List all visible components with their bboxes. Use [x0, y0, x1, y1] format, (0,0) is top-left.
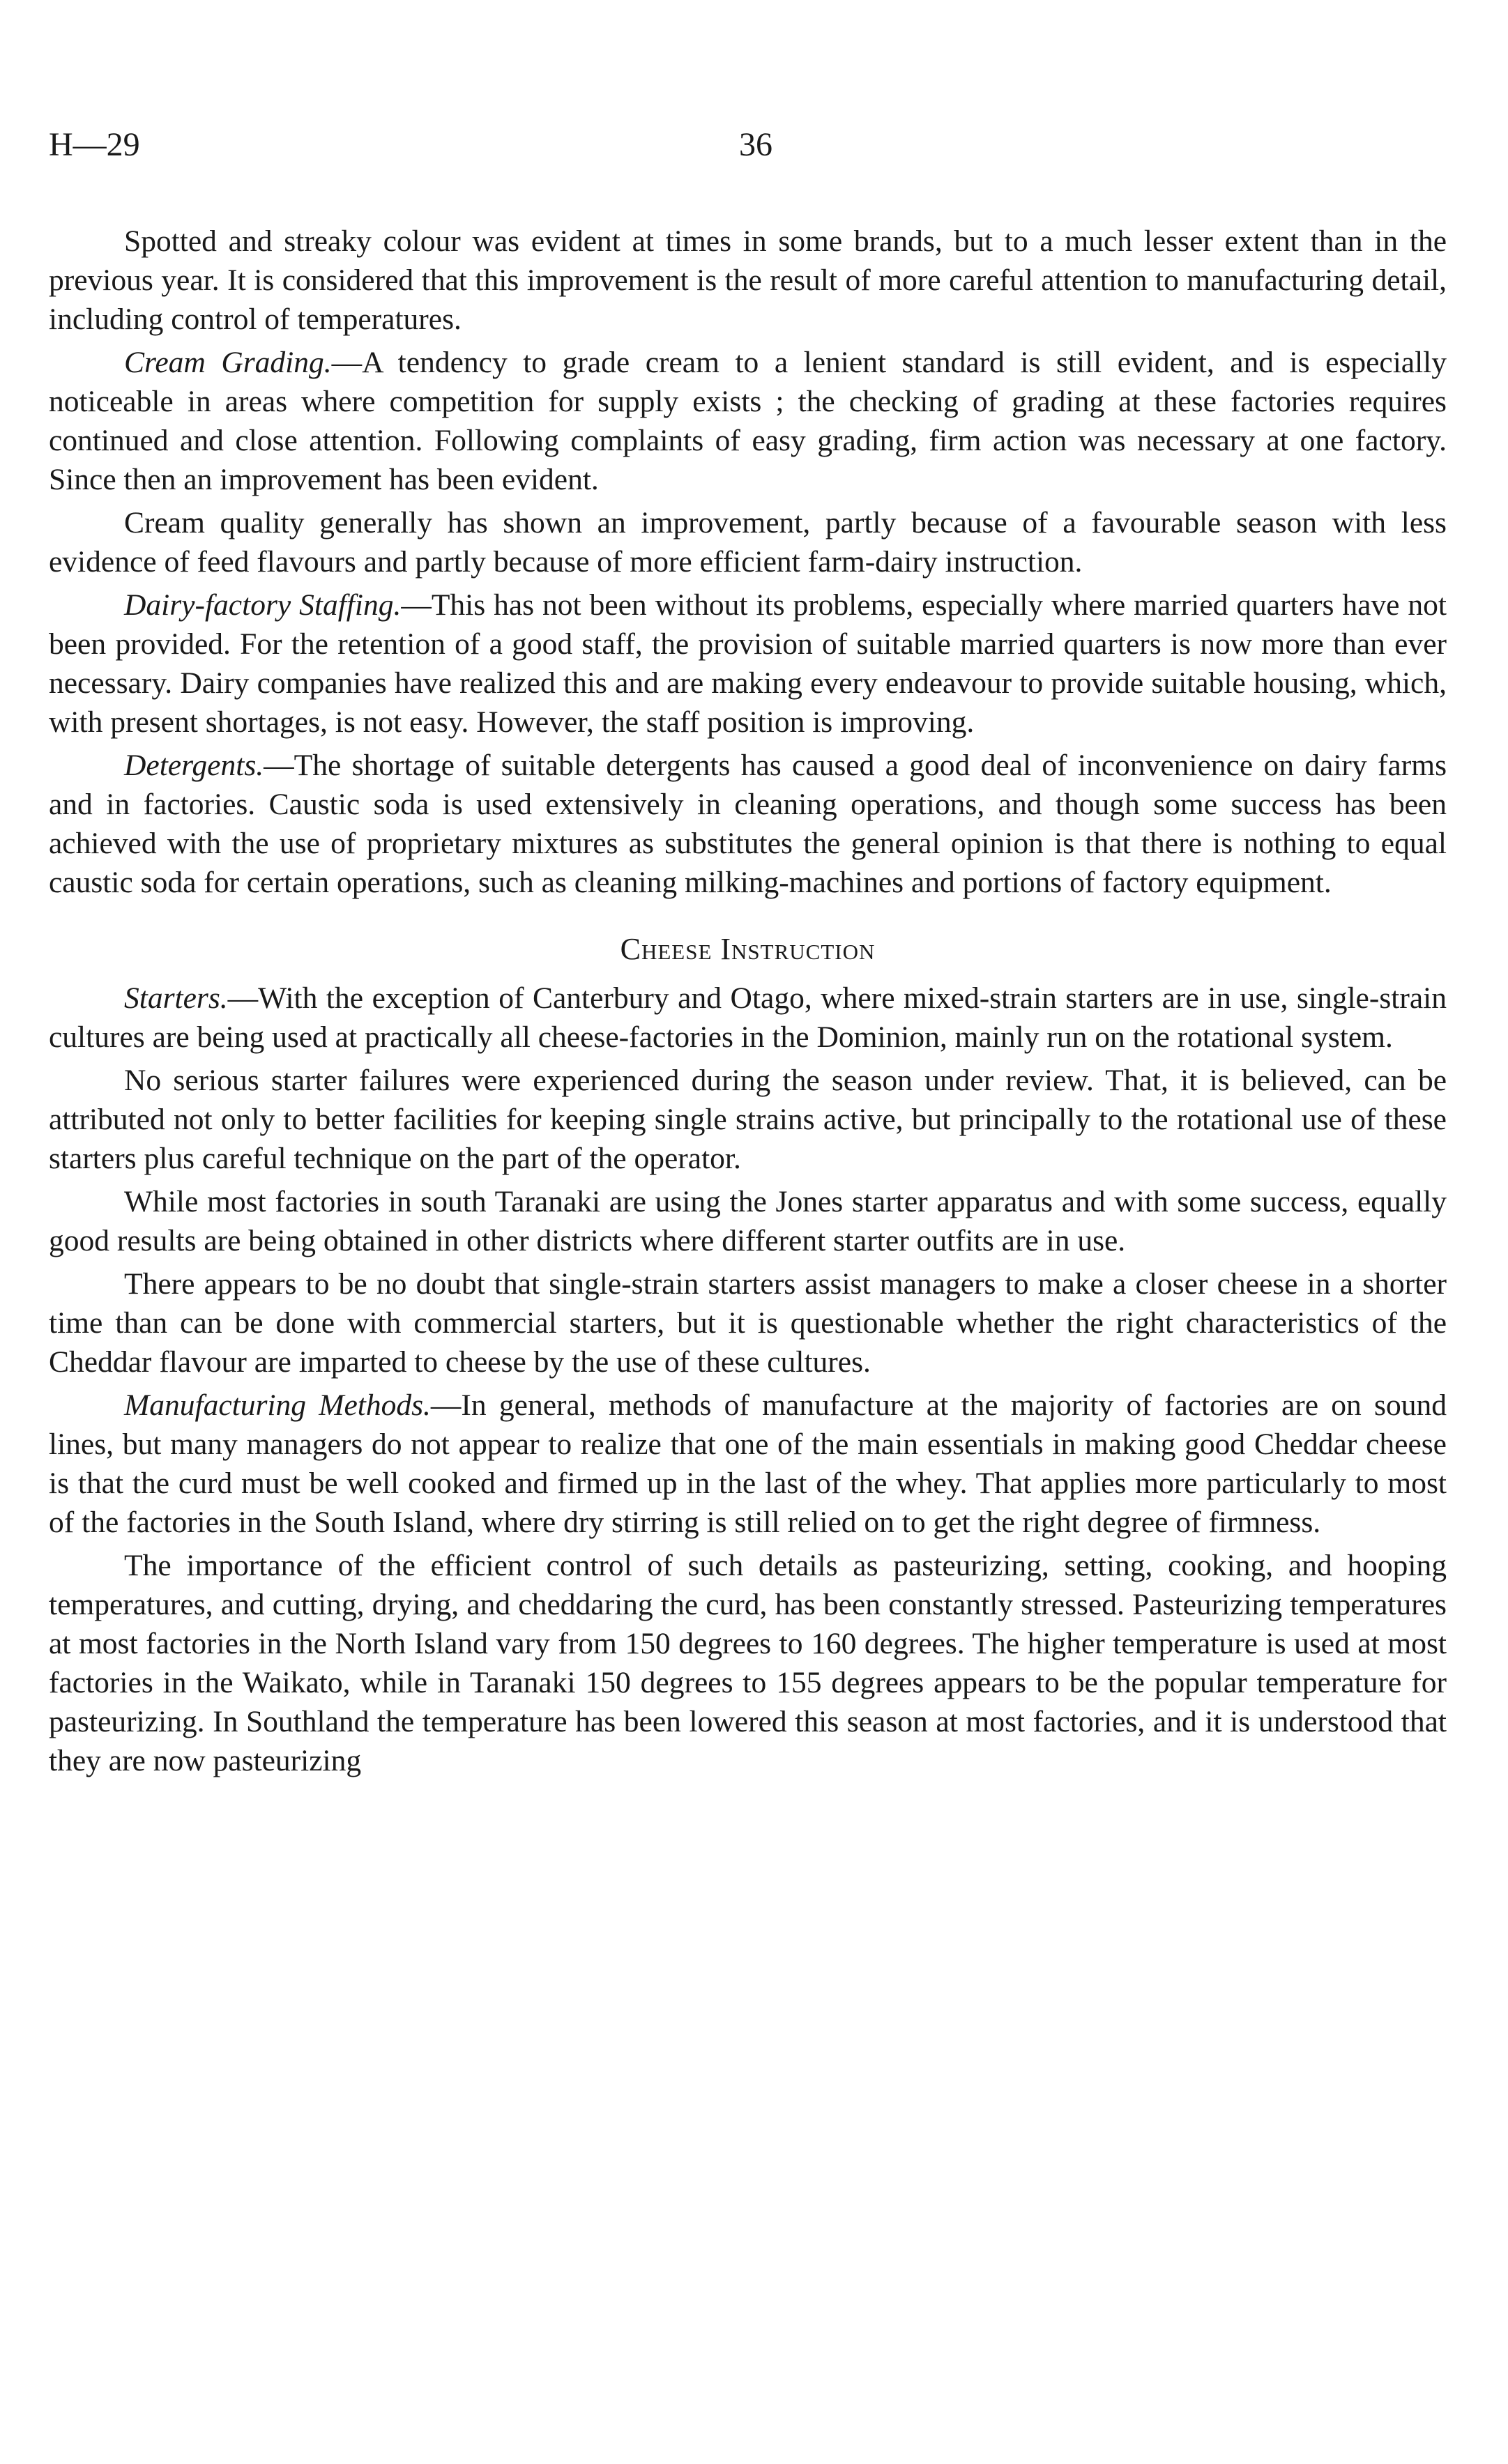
page-number: 36: [739, 126, 772, 163]
paragraph-text: —The shortage of suitable detergents has caused a good deal of inconvenience on dairy farms and in factories. Caustic soda is used extensively in cleaning operations, and though some success has been achieved with the use of proprietary mixtures as substitutes the general opinion is that there is nothing to equal caustic soda for certain operations, such as cleaning milking-machines and portions of factory equipment.: [49, 749, 1447, 899]
paragraph-text: There appears to be no doubt that single-strain starters assist managers to make a closer cheese in a shorter time than can be done with commercial starters, but it is questionable whether the right characteristics of the Cheddar flavour are imparted to cheese by the use of these cultures.: [49, 1267, 1447, 1379]
paragraph-lead-heading: Dairy-factory Staffing.: [124, 588, 402, 622]
paragraph-lead-heading: Cream Grading.: [124, 346, 332, 379]
paragraph-pasteurizing: [49, 1546, 1447, 1780]
document-reference: H—29: [49, 126, 140, 163]
paragraph-cream-grading: [49, 343, 1447, 499]
paragraph-text: The importance of the efficient control of such details as pasteurizing, setting, cooking, and hooping temperatures, and cutting, drying, and cheddaring the curd, has been constantly stressed. Pasteurizing temperatures at most factories in the North Island vary from 150 degrees to 160 degrees. The higher temperature is used at most factories in the Waikato, while in Taranaki 150 degrees to 155 degrees appears to be the popular temperature for pasteurizing. In Southland the temperature has been lowered this season at most factories, and it is understood that they are now pasteurizing: [49, 1549, 1447, 1777]
paragraph-starters: [49, 979, 1447, 1057]
paragraph-manufacturing-methods: [49, 1386, 1447, 1542]
paragraph-text: Spotted and streaky colour was evident at times in some brands, but to a much lesser extent than in the previous year. It is considered that this improvement is the result of more careful attention to manufacturing detail, including control of temperatures.: [49, 224, 1447, 336]
paragraph-text: —This has not been without its problems, especially where married quarters have not been provided. For the retention of a good staff, the provision of suitable married quarters is now more than ever necessary. Dairy companies have realized this and are making every endeavour to provide suitable housing, which, with present shortages, is not easy. However, the staff position is improving.: [49, 588, 1447, 739]
paragraph-text: No serious starter failures were experienced during the season under review. That, it is believed, can be attributed not only to better facilities for keeping single strains active, but principally to the rotational use of these starters plus careful technique on the part of the operator.: [49, 1064, 1447, 1175]
paragraph-lead-heading: Starters.: [124, 981, 228, 1015]
paragraph-lead-heading: Manufacturing Methods.: [124, 1388, 431, 1422]
paragraph-dairy-factory-staffing: [49, 586, 1447, 742]
paragraph-single-strain: [49, 1264, 1447, 1382]
body-text: [49, 222, 1447, 1784]
paragraph-text: —In general, methods of manufacture at the majority of factories are on sound lines, but many managers do not appear to realize that one of the main essentials in making good Cheddar cheese is that the curd must be well cooked and firmed up in the last of the whey. That applies more particularly to most of the factories in the South Island, where dry stirring is still relied on to get the right degree of firmness.: [49, 1388, 1447, 1539]
paragraph-lead-heading: Detergents.: [124, 749, 264, 782]
paragraph-cream-quality: [49, 503, 1447, 581]
paragraph-text: —With the exception of Canterbury and Otago, where mixed-strain starters are in use, single-strain cultures are being used at practically all cheese-factories in the Dominion, mainly run on the rotational system.: [49, 981, 1447, 1054]
section-heading-cheese-instruction: Cheese Instruction: [620, 932, 876, 966]
paragraph-jones-starter: [49, 1182, 1447, 1260]
paragraph-text: —A tendency to grade cream to a lenient standard is still evident, and is especially noticeable in areas where competition for supply exists ; the checking of grading at these factories requires continued and close attention. Following complaints of easy grading, firm action was necessary at one factory. Since then an improvement has been evident.: [49, 346, 1447, 496]
paragraph-text: Cream quality generally has shown an improvement, partly because of a favourable season with less evidence of feed flavours and partly because of more efficient farm-dairy instruction.: [49, 506, 1447, 579]
page-header: [49, 125, 1450, 174]
paragraph-spotted-colour: [49, 222, 1447, 339]
paragraph-text: While most factories in south Taranaki are using the Jones starter apparatus and with some success, equally good results are being obtained in other districts where different starter outfits are in use.: [49, 1185, 1447, 1257]
paragraph-starter-failures: [49, 1061, 1447, 1178]
paragraph-detergents: [49, 746, 1447, 902]
